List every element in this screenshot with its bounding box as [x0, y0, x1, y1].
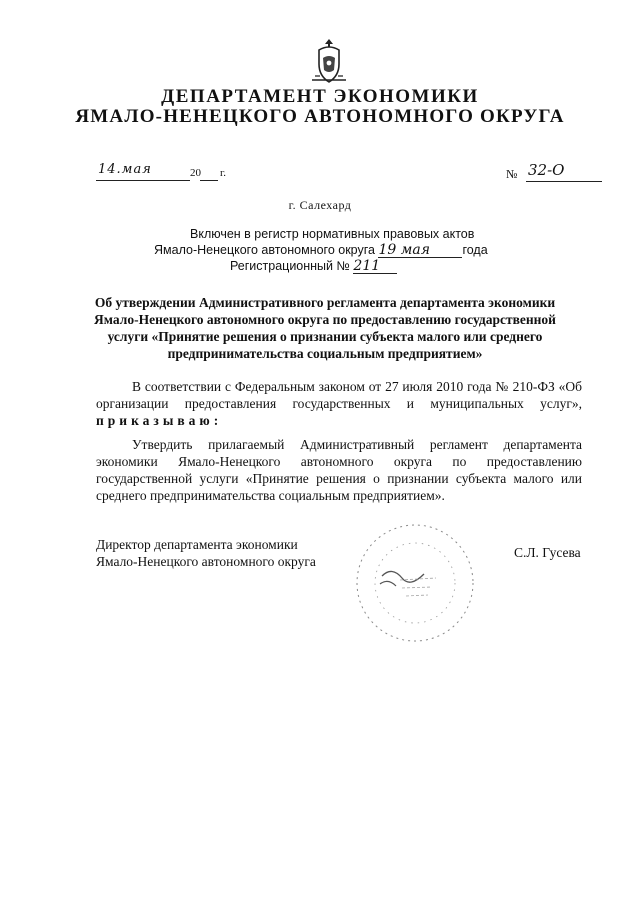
handwritten-number: 32-О — [528, 161, 565, 179]
number-sign: № — [506, 167, 518, 181]
registration-line3 — [130, 258, 530, 274]
department-name-line1: ДЕПАРТАМЕНТ ЭКОНОМИКИ — [161, 86, 479, 107]
preamble-text: В соответствии с Федеральным законом от 27 июля 2010 года № 210-ФЗ «Об организации предоставления государственных и муниципальных услуг», — [96, 379, 582, 411]
year-prefix: 20 — [190, 167, 201, 179]
order-word: приказываю: — [96, 413, 223, 428]
number-underline — [526, 181, 602, 182]
registration-year-label: года — [462, 243, 488, 257]
year-suffix: г. — [220, 167, 227, 179]
registration-number-handwritten: 211 — [353, 260, 397, 274]
signer-position-line2: Ямало-Ненецкого автономного округа — [96, 554, 316, 569]
document-title: Об утверждении Административного регламента департамента экономики Ямало-Ненецкого автономного округа по предоставлению государственной услуги «Принятие решения о признании субъекта малого или среднего предпринимательства социальным предприятием» — [94, 295, 556, 361]
order-paragraph: Утвердить прилагаемый Административный регламент департамента экономики Ямало-Ненецкого автономного округа по предоставлению государственной услуги «Принятие решения о признании субъекта малого или среднего предпринимательства социальным предприятием». — [96, 437, 582, 503]
registration-number-label: Регистрационный № — [230, 259, 350, 273]
registration-region: Ямало-Ненецкого автономного округа — [154, 243, 375, 257]
signer-name: С.Л. Гусева — [514, 545, 581, 560]
date-underline — [96, 180, 190, 181]
registration-line2 — [130, 242, 530, 258]
registration-stamp — [130, 226, 530, 274]
year-underline — [200, 180, 218, 181]
official-seal-stamp — [340, 508, 490, 658]
department-name-line2: ЯМАЛО-НЕНЕЦКОГО АВТОНОМНОГО ОКРУГА — [75, 106, 565, 127]
city-name: г. Салехард — [288, 198, 352, 212]
preamble-paragraph — [96, 378, 582, 429]
coat-of-arms-icon — [306, 36, 352, 86]
handwritten-date: 14.мая — [98, 162, 152, 177]
registration-line1: Включен в регистр нормативных правовых актов — [190, 227, 475, 241]
signer-position-line1: Директор департамента экономики — [96, 537, 298, 552]
signer-position — [96, 536, 316, 570]
registration-date-handwritten: 19 мая — [378, 244, 462, 258]
document-date — [96, 162, 236, 184]
document-number — [506, 161, 602, 184]
